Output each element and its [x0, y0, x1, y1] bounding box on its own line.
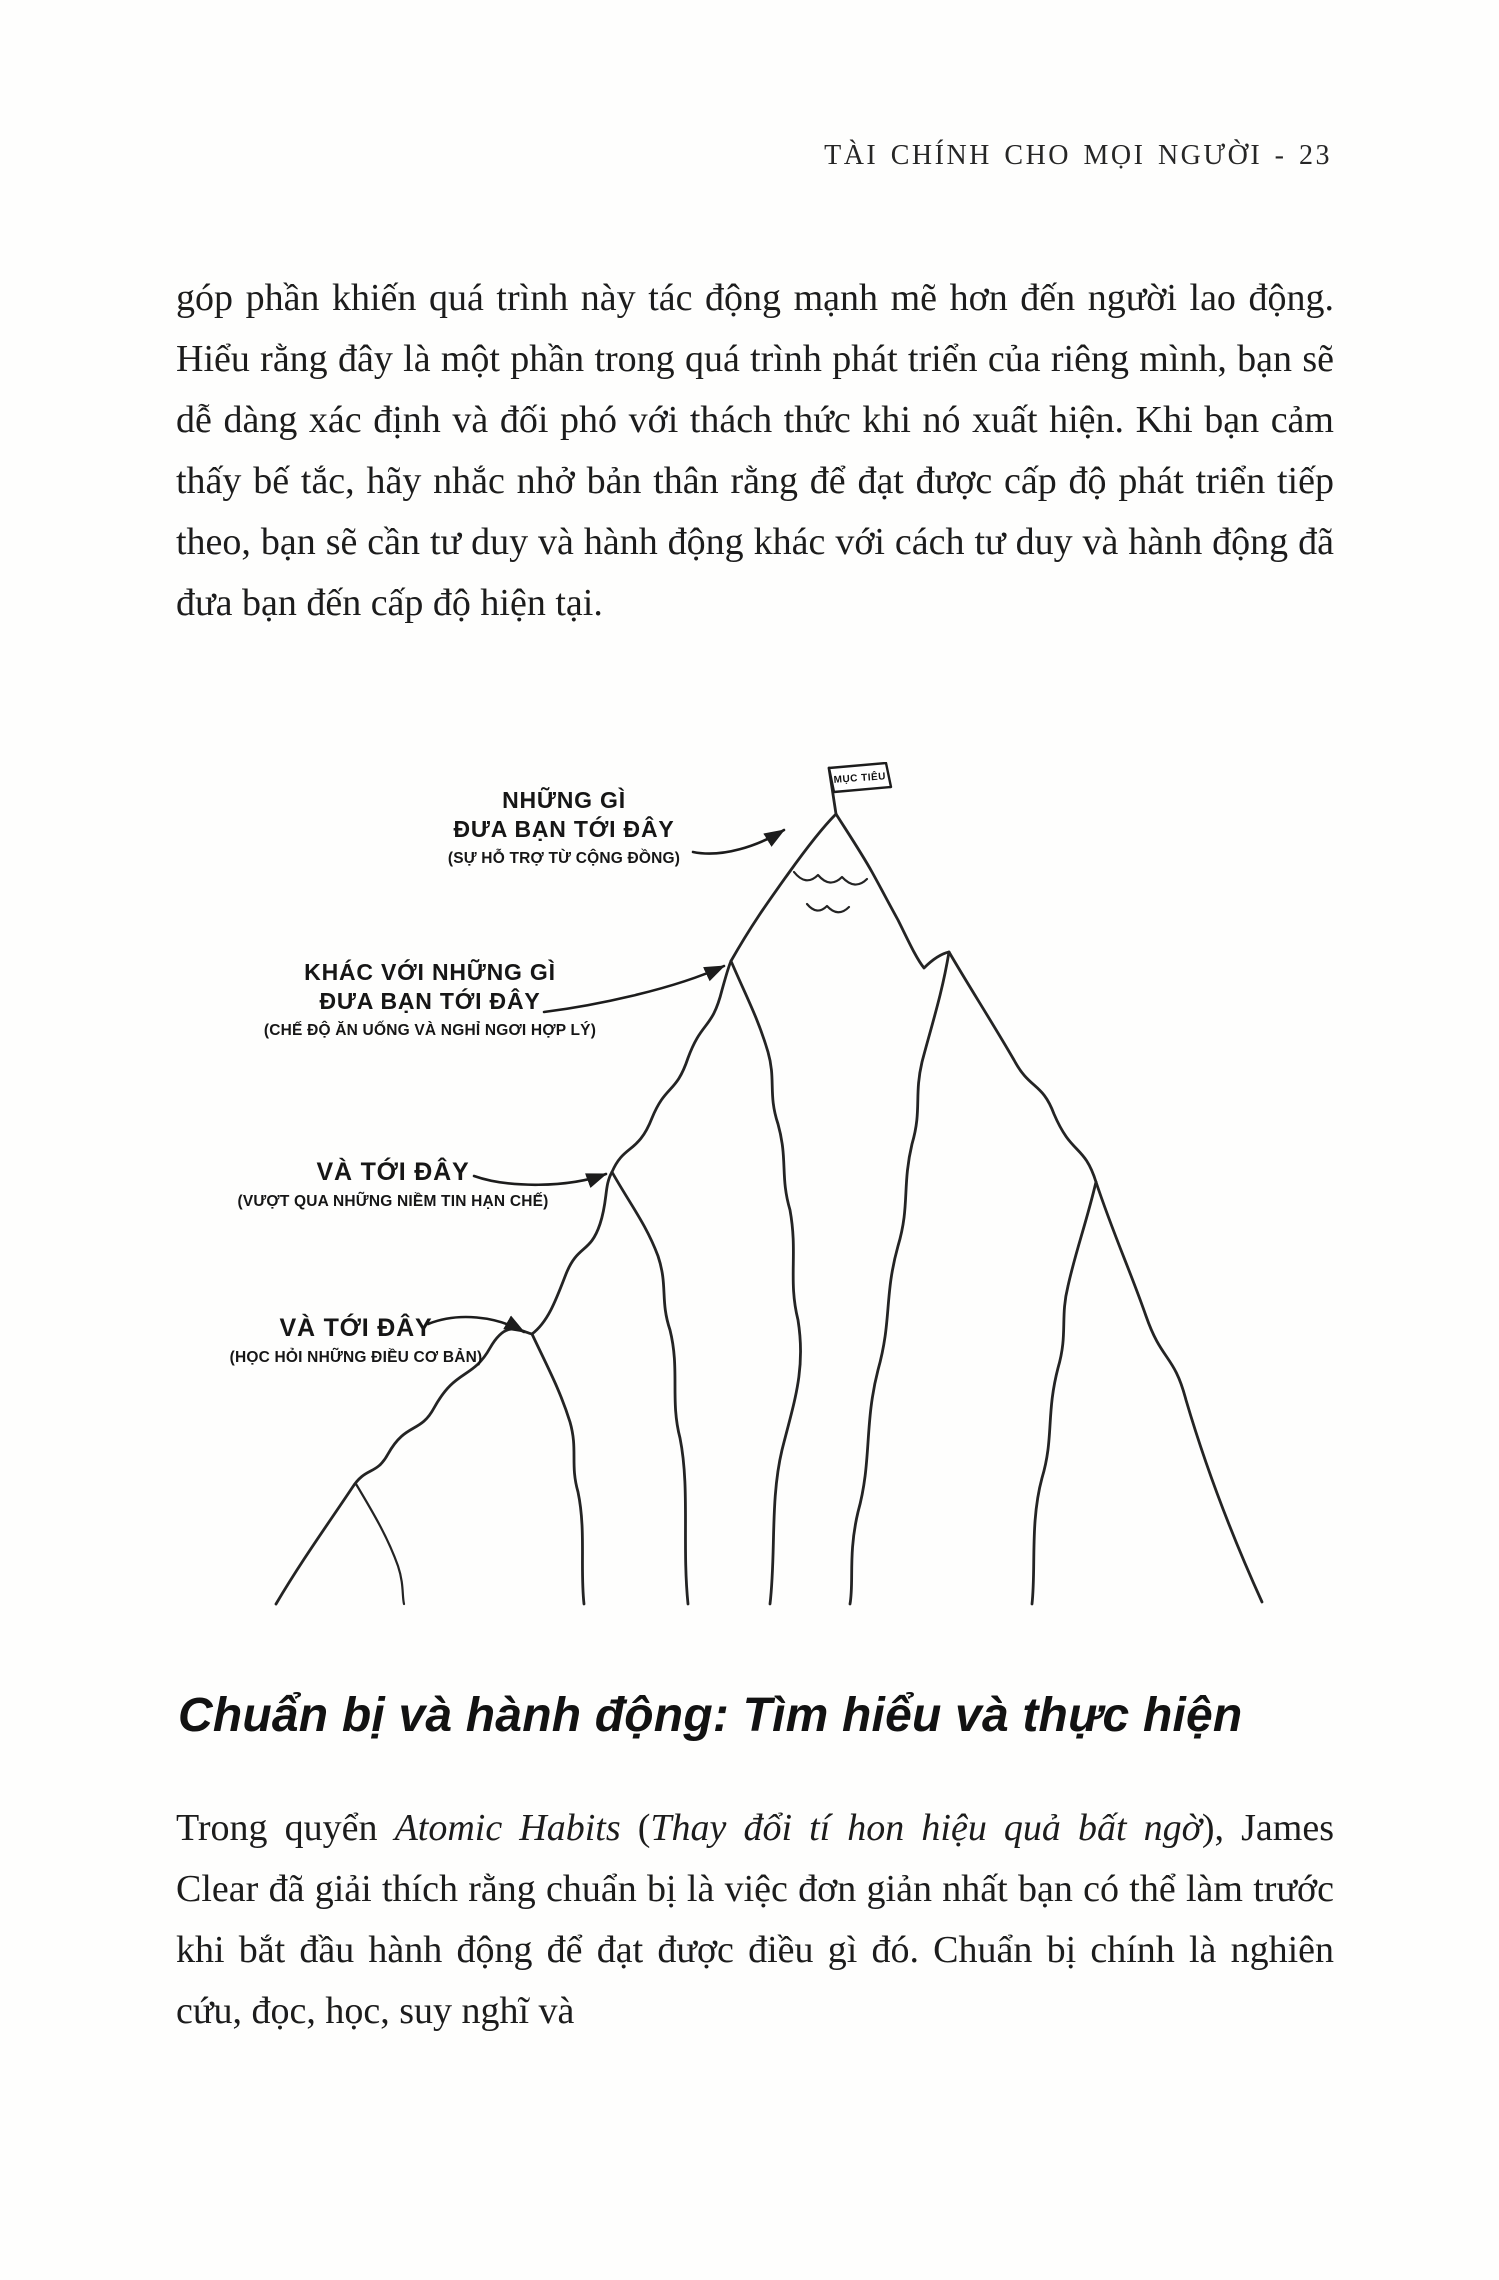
figure-label-community-support: [424, 786, 704, 869]
figure-label-subtext: (HỌC HỎI NHỮNG ĐIỀU CƠ BẢN): [229, 1349, 483, 1366]
mountain-illustration: [210, 762, 1340, 1644]
mountain-central-gully: [731, 961, 801, 1604]
paragraph-1: góp phần khiến quá trình này tác động mạnh mẽ hơn đến người lao động. Hiểu rằng đây là một phần trong quá trình phát triển của riêng mình, bạn sẽ dễ dàng xác định và đối phó với thách thức khi nó xuất hiện. Khi bạn cảm thấy bế tắc, hãy nhắc nhở bản thân rằng để đạt được cấp độ phát triển tiếp theo, bạn sẽ cần tư duy và hành động khác với cách tư duy và hành động đã đưa bạn đến cấp độ hiện tại.: [176, 277, 1334, 624]
figure-label-line: VÀ TỚI ĐÂY: [279, 1314, 433, 1342]
mountain-right-ridge: [836, 814, 1262, 1602]
snow-cap-lower-icon: [807, 904, 849, 912]
figure-label-line: ĐƯA BẠN TỚI ĐÂY: [319, 988, 541, 1014]
figure-label-subtext: (VƯỢT QUA NHỮNG NIỀM TIN HẠN CHẾ): [237, 1193, 549, 1210]
mountain-foothill: [356, 1484, 404, 1604]
mountain-right-inner-ridge: [1032, 1182, 1096, 1604]
paragraph-2-text: ), James Clear đã giải thích rằng chuẩn bị là việc đơn giản nhất bạn có thể làm trước khi bắt đầu hành động để đạt được điều gì đó. Chuẩn bị chính là nghiên cứu, đọc, học, suy nghĩ và: [176, 1807, 1335, 2032]
book-subtitle: Thay đổi tí hon hiệu quả bất ngờ: [650, 1807, 1202, 1849]
mountain-mid-ridge: [612, 1172, 688, 1604]
figure-label-line: VÀ TỚI ĐÂY: [316, 1158, 470, 1186]
paragraph-2-text: Trong quyển: [176, 1807, 395, 1849]
section-heading: Chuẩn bị và hành động: Tìm hiểu và thực hiện: [178, 1689, 1243, 1742]
paragraph-2-text: (: [620, 1807, 651, 1849]
running-header: TÀI CHÍNH CHO MỌI NGƯỜI - 23: [824, 140, 1332, 171]
mountain-secondary-ridge: [850, 952, 949, 1604]
figure-label-diet-rest: [238, 958, 622, 1041]
flag-label: MỤC TIÊU: [833, 771, 887, 786]
mountain-lower-ridge: [532, 1334, 584, 1604]
arrow-to-peak: [693, 830, 784, 854]
figure-label-line: ĐƯA BẠN TỚI ĐÂY: [453, 816, 675, 842]
figure-label-line: NHỮNG GÌ: [502, 787, 626, 813]
figure-label-subtext: (CHẾ ĐỘ ĂN UỐNG VÀ NGHỈ NGƠI HỢP LÝ): [263, 1022, 597, 1039]
book-title: Atomic Habits: [394, 1807, 621, 1849]
paragraph-2: [176, 1798, 1334, 2042]
figure-label-basics: [210, 1314, 502, 1368]
goal-flag-icon: [829, 763, 891, 814]
snow-cap-icon: [794, 872, 867, 885]
figure-label-limiting-beliefs: [221, 1158, 565, 1212]
figure-label-line: KHÁC VỚI NHỮNG GÌ: [304, 959, 556, 985]
figure-label-subtext: (SỰ HỖ TRỢ TỪ CỘNG ĐỒNG): [447, 850, 681, 867]
